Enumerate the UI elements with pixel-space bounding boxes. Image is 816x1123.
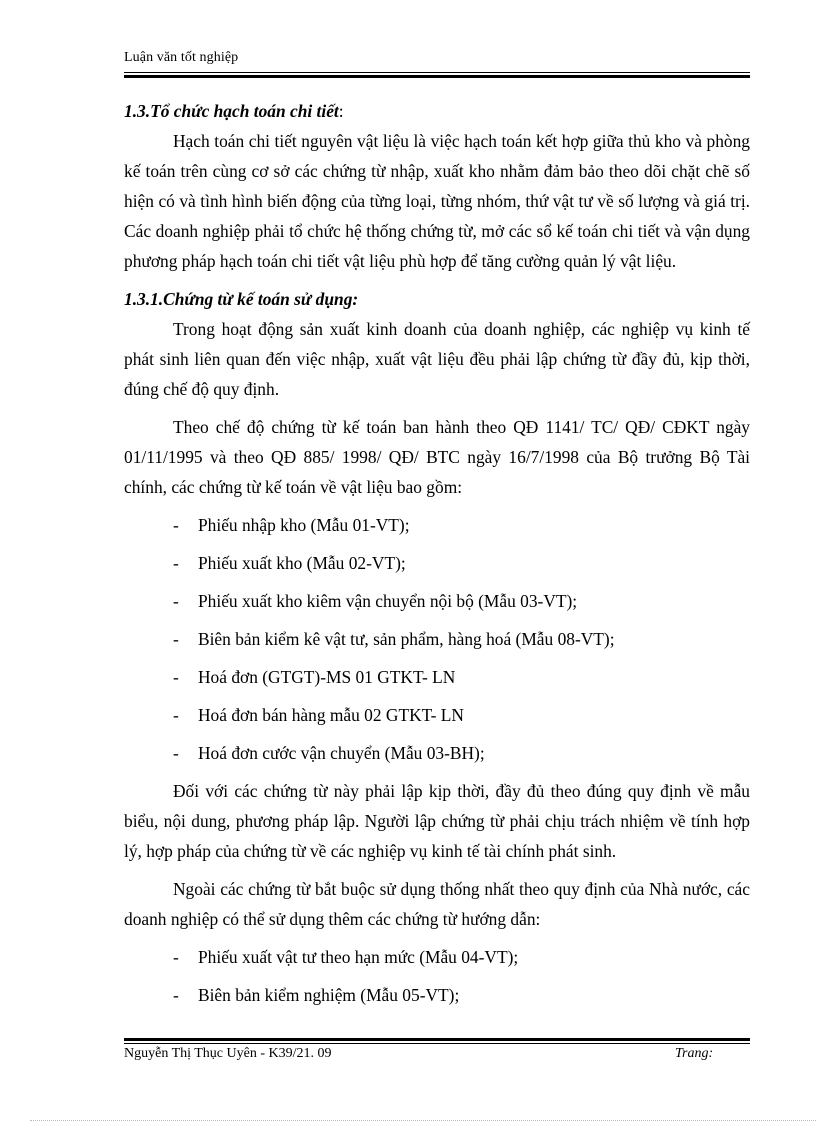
subsection-heading: 1.3.1.Chứng từ kế toán sử dụng: bbox=[124, 289, 359, 309]
list-item-text: Hoá đơn (GTGT)-MS 01 GTKT- LN bbox=[198, 667, 456, 687]
paragraph-4: Ngoài các chứng từ bắt buộc sử dụng thống nhất theo quy định của Nhà nước, các doanh nghiệp có thể sử dụng thêm các chứng từ hướng dẫn: bbox=[124, 879, 750, 929]
guidance-documents-list bbox=[124, 942, 750, 1010]
footer-page-label: Trang: bbox=[675, 1046, 714, 1061]
dash-marker: - bbox=[173, 947, 179, 967]
section-heading-number: 1.3. bbox=[124, 101, 151, 121]
list-item bbox=[124, 586, 750, 616]
list-item bbox=[124, 548, 750, 578]
header-rule-thick bbox=[124, 75, 750, 78]
list-item bbox=[124, 510, 750, 540]
paragraph-2: Theo chế độ chứng từ kế toán ban hành theo QĐ 1141/ TC/ QĐ/ CĐKT ngày 01/11/1995 và theo QĐ 885/ 1998/ QĐ/ BTC ngày 16/7/1998 của Bộ trưởng Bộ Tài chính, các chứng từ kế toán về vật liệu bao gồm: bbox=[124, 417, 750, 497]
dash-marker: - bbox=[173, 553, 179, 573]
section-heading bbox=[124, 96, 750, 126]
mandatory-documents-list bbox=[124, 510, 750, 768]
dash-marker: - bbox=[173, 629, 179, 649]
paragraph-3: Đối với các chứng từ này phải lập kịp thời, đầy đủ theo đúng quy định về mẫu biểu, nội dung, phương pháp lập. Người lập chứng từ phải chịu trách nhiệm về tính hợp lý, hợp pháp của chứng từ về các nghiệp vụ kinh tế tài chính phát sinh. bbox=[124, 781, 750, 861]
section-intro-paragraph: Hạch toán chi tiết nguyên vật liệu là việc hạch toán kết hợp giữa thủ kho và phòng kế toán trên cùng cơ sở các chứng từ nhập, xuất kho nhằm đảm bảo theo dõi chặt chẽ số hiện có và tình hình biến động của từng loại, từng nhóm, thứ vật tư về số lượng và giá trị. Các doanh nghiệp phải tổ chức hệ thống chứng từ, mở các sổ kế toán chi tiết và vận dụng phương pháp hạch toán chi tiết vật liệu phù hợp để tăng cường quản lý vật liệu. bbox=[124, 131, 750, 271]
page-edge-dotted-line bbox=[30, 1120, 816, 1121]
dash-marker: - bbox=[173, 705, 179, 725]
dash-marker: - bbox=[173, 591, 179, 611]
list-item-text: Phiếu nhập kho (Mẫu 01-VT); bbox=[198, 515, 410, 535]
paragraph-1: Trong hoạt động sản xuất kinh doanh của doanh nghiệp, các nghiệp vụ kinh tế phát sinh liên quan đến việc nhập, xuất vật liệu đều phải lập chứng từ đầy đủ, kịp thời, đúng chế độ quy định. bbox=[124, 319, 750, 399]
dash-marker: - bbox=[173, 985, 179, 1005]
section-heading-text: Tổ chức hạch toán chi tiết bbox=[150, 101, 339, 121]
list-item-text: Hoá đơn bán hàng mẫu 02 GTKT- LN bbox=[198, 705, 464, 725]
list-item-text: Phiếu xuất vật tư theo hạn mức (Mẫu 04-VT); bbox=[198, 947, 519, 967]
footer-author: Nguyễn Thị Thục Uyên - K39/21. 09 bbox=[124, 1046, 332, 1061]
footer-rule-thick bbox=[124, 1038, 750, 1041]
list-item-text: Phiếu xuất kho (Mẫu 02-VT); bbox=[198, 553, 406, 573]
list-item bbox=[124, 700, 750, 730]
dash-marker: - bbox=[173, 515, 179, 535]
list-item bbox=[124, 980, 750, 1010]
running-header: Luận văn tốt nghiệp bbox=[124, 50, 239, 65]
list-item bbox=[124, 662, 750, 692]
dash-marker: - bbox=[173, 743, 179, 763]
section-heading-colon: : bbox=[338, 101, 344, 121]
header-rule-thin bbox=[124, 72, 750, 73]
dash-marker: - bbox=[173, 667, 179, 687]
list-item bbox=[124, 942, 750, 972]
list-item-text: Biên bản kiểm kê vật tư, sản phẩm, hàng hoá (Mẫu 08-VT); bbox=[198, 629, 615, 649]
list-item bbox=[124, 624, 750, 654]
footer-rule-thin bbox=[124, 1043, 750, 1044]
list-item bbox=[124, 738, 750, 768]
list-item-text: Phiếu xuất kho kiêm vận chuyển nội bộ (Mẫu 03-VT); bbox=[198, 591, 578, 611]
list-item-text: Hoá đơn cước vận chuyển (Mẫu 03-BH); bbox=[198, 743, 485, 763]
list-item-text: Biên bản kiểm nghiệm (Mẫu 05-VT); bbox=[198, 985, 460, 1005]
document-body bbox=[124, 96, 750, 1018]
